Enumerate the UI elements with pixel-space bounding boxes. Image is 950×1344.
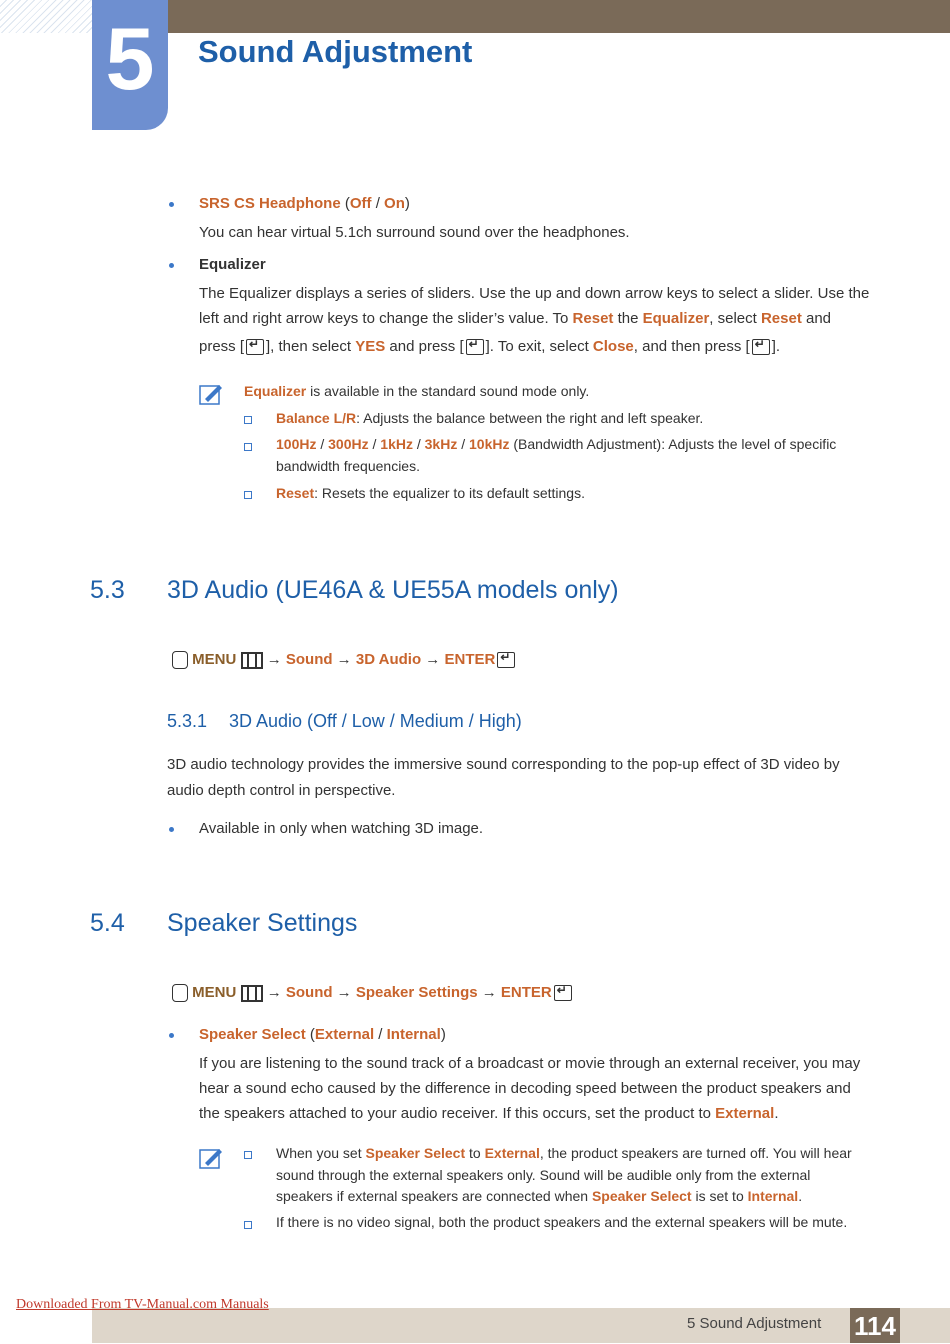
bullet-icon — [169, 263, 174, 268]
3d-audio-text-1: 3D audio technology provides the immersive sound corresponding to the pop-up effect of 3D video by — [167, 756, 840, 773]
bullet-icon — [169, 827, 174, 832]
section-5-3-number: 5.3 — [90, 576, 125, 604]
section-5-4-title: Speaker Settings — [167, 909, 358, 937]
page-number: 114 — [850, 1308, 900, 1343]
square-bullet-icon — [244, 491, 252, 499]
footer-section: 5 Sound Adjustment — [687, 1315, 822, 1332]
eq-note-item-reset: Reset: Resets the equalizer to its default settings. — [276, 485, 585, 501]
bullet-icon — [169, 202, 174, 207]
speaker-note-line-4: If there is no video signal, both the product speakers and the external speakers will be mute. — [276, 1214, 848, 1230]
menu-icon — [241, 985, 263, 1002]
menu-path-speaker-settings: MENU → Sound → Speaker Settings → ENTER↵ — [172, 984, 574, 1002]
section-5-3-title: 3D Audio (UE46A & UE55A models only) — [167, 576, 619, 604]
remote-icon — [172, 651, 188, 669]
square-bullet-icon — [244, 416, 252, 424]
download-link[interactable]: Downloaded From TV-Manual.com Manuals — [16, 1297, 269, 1312]
eq-note-item-bands-cont: bandwidth frequencies. — [276, 458, 420, 474]
speaker-note-line-3: speakers if external speakers are connected when Speaker Select is set to Internal. — [276, 1188, 803, 1204]
speaker-select-text-3: the speakers attached to your audio receiver. If this occurs, set the product to External. — [199, 1105, 779, 1122]
equalizer-text-3: press [↵ ], then select YES and press [↵ ]. To exit, select Close, and then press [↵ ]. — [199, 338, 780, 355]
enter-icon — [554, 985, 572, 1001]
equalizer-text-1: The Equalizer displays a series of sliders. Use the up and down arrow keys to select a slider. Use the — [199, 285, 870, 302]
section-5-3-1-title: 3D Audio (Off / Low / Medium / High) — [229, 711, 522, 731]
header-bar — [168, 0, 950, 33]
3d-audio-bullet: Available in only when watching 3D image. — [199, 820, 484, 837]
eq-note-item-bands: 100Hz / 300Hz / 1kHz / 3kHz / 10kHz (Bandwidth Adjustment): Adjusts the level of specific — [276, 436, 837, 452]
header-hatch — [0, 0, 92, 33]
srs-description: You can hear virtual 5.1ch surround sound over the headphones. — [199, 224, 630, 241]
footer-bar — [92, 1308, 950, 1343]
enter-icon — [497, 652, 515, 668]
note-icon — [199, 1146, 223, 1170]
remote-icon — [172, 984, 188, 1002]
square-bullet-icon — [244, 443, 252, 451]
eq-note-lead: Equalizer is available in the standard sound mode only. — [244, 383, 590, 399]
section-5-3-1-number: 5.3.1 — [167, 711, 208, 731]
section-5-4-number: 5.4 — [90, 909, 125, 937]
eq-note-item-balance: Balance L/R: Adjusts the balance between the right and left speaker. — [276, 410, 704, 426]
bullet-icon — [169, 1033, 174, 1038]
enter-icon — [466, 339, 484, 355]
menu-icon — [241, 652, 263, 669]
enter-icon — [752, 339, 770, 355]
chapter-number: 5 — [92, 0, 168, 130]
speaker-note-line-1: When you set Speaker Select to External, the product speakers are turned off. You will hear — [276, 1145, 852, 1161]
speaker-select-heading: Speaker Select (External / Internal) — [199, 1026, 446, 1043]
menu-path-3d-audio: MENU → Sound → 3D Audio → ENTER↵ — [172, 651, 517, 669]
equalizer-text-2: left and right arrow keys to change the slider’s value. To Reset the Equalizer, select Reset and — [199, 310, 832, 327]
speaker-note-line-2: sound through the external speakers only. Sound will be audible only from the external — [276, 1167, 811, 1183]
square-bullet-icon — [244, 1221, 252, 1229]
square-bullet-icon — [244, 1151, 252, 1159]
note-icon — [199, 382, 223, 406]
equalizer-heading: Equalizer — [199, 256, 266, 273]
chapter-title: Sound Adjustment — [198, 34, 473, 69]
3d-audio-text-2: audio depth control in perspective. — [167, 782, 396, 799]
speaker-select-text-1: If you are listening to the sound track of a broadcast or movie through an external receiver, you may — [199, 1055, 861, 1072]
speaker-select-text-2: hear a sound echo caused by the difference in decoding speed between the product speakers and — [199, 1080, 851, 1097]
enter-icon — [246, 339, 264, 355]
srs-heading: SRS CS Headphone (Off / On) — [199, 195, 410, 212]
